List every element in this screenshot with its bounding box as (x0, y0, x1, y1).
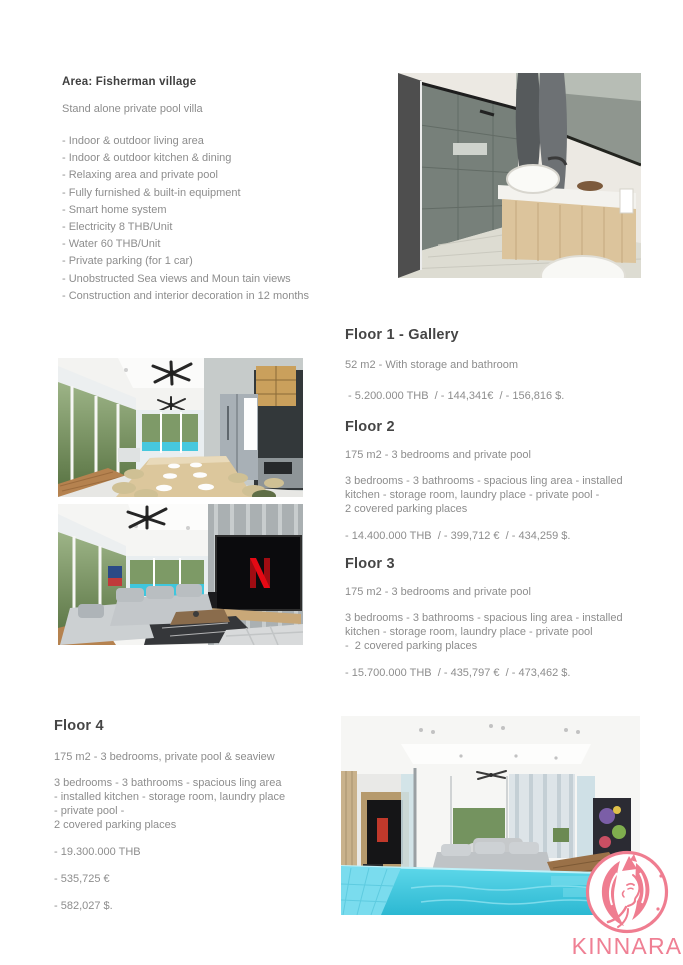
feature-item: - Construction and interior decoration in 12 months (62, 289, 310, 302)
floor2-description (345, 474, 665, 516)
feature-item: - Water 60 THB/Unit (62, 238, 161, 251)
floor4-title: Floor 4 (54, 718, 104, 734)
floor4-desc-line: - private pool - (54, 805, 125, 817)
floor2-price: - 14.400.000 THB / - 399,712 € / - 434,259 $. (345, 530, 571, 542)
floor4-desc-line: 2 covered parking places (54, 819, 177, 831)
feature-item: - Indoor & outdoor living area (62, 135, 204, 147)
dining-kitchen-illustration (58, 358, 303, 497)
feature-list (62, 133, 309, 305)
floor3-section (345, 555, 665, 680)
photo-bathroom-render (398, 73, 641, 278)
floor1-title: Floor 1 - Gallery (345, 327, 459, 343)
floor4-desc-line: - installed kitchen - storage room, laundry place (54, 791, 286, 803)
feature-item: - Fully furnished & built-in equipment (62, 186, 241, 199)
feature-item: - Smart home system (62, 203, 167, 216)
floor4-size: 175 m2 - 3 bedrooms, private pool & seaview (54, 751, 275, 763)
floor4-desc-line: 3 bedrooms - 3 bathrooms - spacious ling area (54, 777, 282, 789)
floor2-desc-line: 2 covered parking places (345, 503, 468, 515)
feature-item: - Relaxing area and private pool (62, 169, 218, 182)
floor2-desc-line: 3 bedrooms - 3 bathrooms - spacious ling area - installed (345, 475, 623, 487)
floor3-desc-line: kitchen - storage room, laundry place - private pool (345, 626, 593, 638)
floor3-desc-line: - 2 covered parking places (345, 640, 478, 652)
floor2-section (345, 418, 665, 543)
floor3-size: 175 m2 - 3 bedrooms and private pool (345, 586, 531, 598)
floor2-title: Floor 2 (345, 419, 395, 435)
living-room-illustration (58, 504, 303, 645)
area-title: Area: Fisherman village (62, 76, 197, 88)
brand-name: KINNARA (571, 933, 683, 959)
floor1-size: 52 m2 - With storage and bathroom (345, 359, 519, 371)
feature-item: - Indoor & outdoor kitchen & dining (62, 152, 232, 165)
feature-item: - Electricity 8 THB/Unit (62, 221, 173, 234)
photo-living-room-render (58, 504, 303, 645)
floor4-description (54, 776, 354, 832)
bathroom-illustration (398, 73, 641, 278)
floor1-price: - 5.200.000 THB / - 144,341€ / - 156,816 $. (345, 390, 565, 402)
feature-item: - Unobstructed Sea views and Moun tain views (62, 272, 291, 285)
floor2-desc-line: kitchen - storage room, laundry place - private pool - (345, 489, 600, 501)
floor4-section (54, 717, 354, 913)
floor3-price: - 15.700.000 THB / - 435,797 € / - 473,462 $. (345, 667, 571, 679)
kinnara-logo (584, 849, 670, 935)
floor4-price-eur: - 535,725 € (54, 873, 110, 885)
floor3-desc-line: 3 bedrooms - 3 bathrooms - spacious ling area - installed (345, 612, 623, 624)
floor4-price-thb: - 19.300.000 THB (54, 846, 141, 858)
floor3-description (345, 611, 665, 653)
floor1-section (345, 326, 665, 403)
area-subtitle: Stand alone private pool villa (62, 103, 203, 115)
kinnara-logo-icon (584, 849, 670, 935)
floor2-size: 175 m2 - 3 bedrooms and private pool (345, 449, 531, 461)
photo-dining-kitchen-render (58, 358, 303, 497)
feature-item: - Private parking (for 1 car) (62, 255, 193, 268)
floor3-title: Floor 3 (345, 556, 395, 572)
floor4-price-usd: - 582,027 $. (54, 900, 113, 912)
